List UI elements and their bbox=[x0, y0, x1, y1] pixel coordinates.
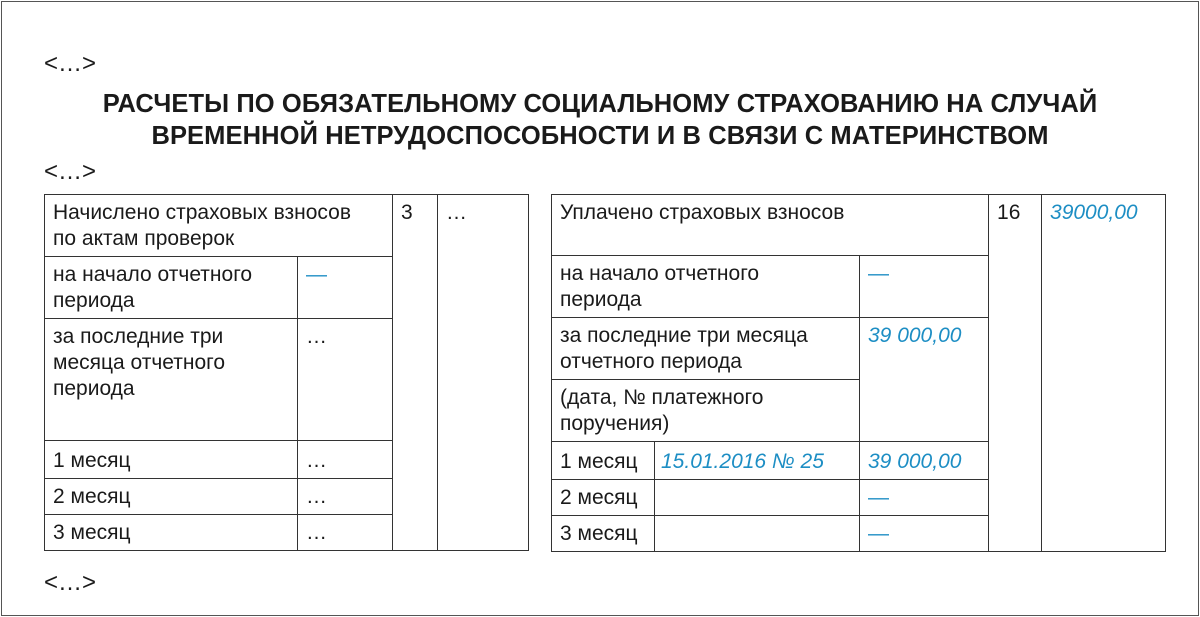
paid-last3-label: за последние три месяца отчетного периода bbox=[552, 318, 860, 380]
accrued-line-value: … bbox=[438, 195, 529, 551]
accrued-start-label: на начало отчетного периода bbox=[45, 257, 298, 319]
paid-month2-label: 2 месяц bbox=[552, 480, 655, 516]
section-title-line-1: РАСЧЕТЫ ПО ОБЯЗАТЕЛЬНОМУ СОЦИАЛЬНОМУ СТРАХОВАНИЮ НА СЛУЧАЙ bbox=[102, 90, 1098, 118]
accrued-line-code: 3 bbox=[393, 195, 438, 551]
paid-month3-payment bbox=[655, 516, 860, 552]
omission-mark-top: <…> bbox=[44, 50, 97, 77]
accrued-month2-label: 2 месяц bbox=[45, 479, 298, 515]
accrued-month3-label: 3 месяц bbox=[45, 515, 298, 551]
paid-start-value: — bbox=[860, 256, 989, 318]
paid-payment-label: (дата, № платежного поручения) bbox=[552, 380, 860, 442]
accrued-month1-label: 1 месяц bbox=[45, 441, 298, 479]
accrued-start-value: — bbox=[298, 257, 393, 319]
paid-month1-label: 1 месяц bbox=[552, 442, 655, 480]
accrued-contributions-table bbox=[44, 194, 529, 551]
paid-month3-label: 3 месяц bbox=[552, 516, 655, 552]
section-title-line-2: ВРЕМЕННОЙ НЕТРУДОСПОСОБНОСТИ И В СВЯЗИ С МАТЕРИНСТВОМ bbox=[151, 122, 1049, 150]
paid-month1-value: 39 000,00 bbox=[860, 442, 989, 480]
paid-line-value: 39000,00 bbox=[1042, 195, 1166, 552]
paid-month1-payment: 15.01.2016 № 25 bbox=[655, 442, 860, 480]
accrued-month1-value: … bbox=[298, 441, 393, 479]
accrued-month3-value: … bbox=[298, 515, 393, 551]
paid-month3-value: — bbox=[860, 516, 989, 552]
paid-month2-value: — bbox=[860, 480, 989, 516]
accrued-last3-value: … bbox=[298, 319, 393, 441]
paid-line-code: 16 bbox=[989, 195, 1042, 552]
paid-month2-payment bbox=[655, 480, 860, 516]
accrued-last3-label: за последние три месяца отчетного периода bbox=[45, 319, 298, 441]
omission-mark-middle: <…> bbox=[44, 158, 97, 185]
accrued-header-cell: Начислено страховых взносов по актам проверок bbox=[45, 195, 393, 257]
omission-mark-bottom: <…> bbox=[44, 569, 97, 596]
paid-start-label: на начало отчетного периода bbox=[552, 256, 860, 318]
accrued-month2-value: … bbox=[298, 479, 393, 515]
section-title bbox=[0, 88, 1200, 152]
paid-header-cell: Уплачено страховых взносов bbox=[552, 195, 989, 256]
paid-contributions-table bbox=[551, 194, 1166, 552]
paid-last3-value: 39 000,00 bbox=[860, 318, 989, 442]
